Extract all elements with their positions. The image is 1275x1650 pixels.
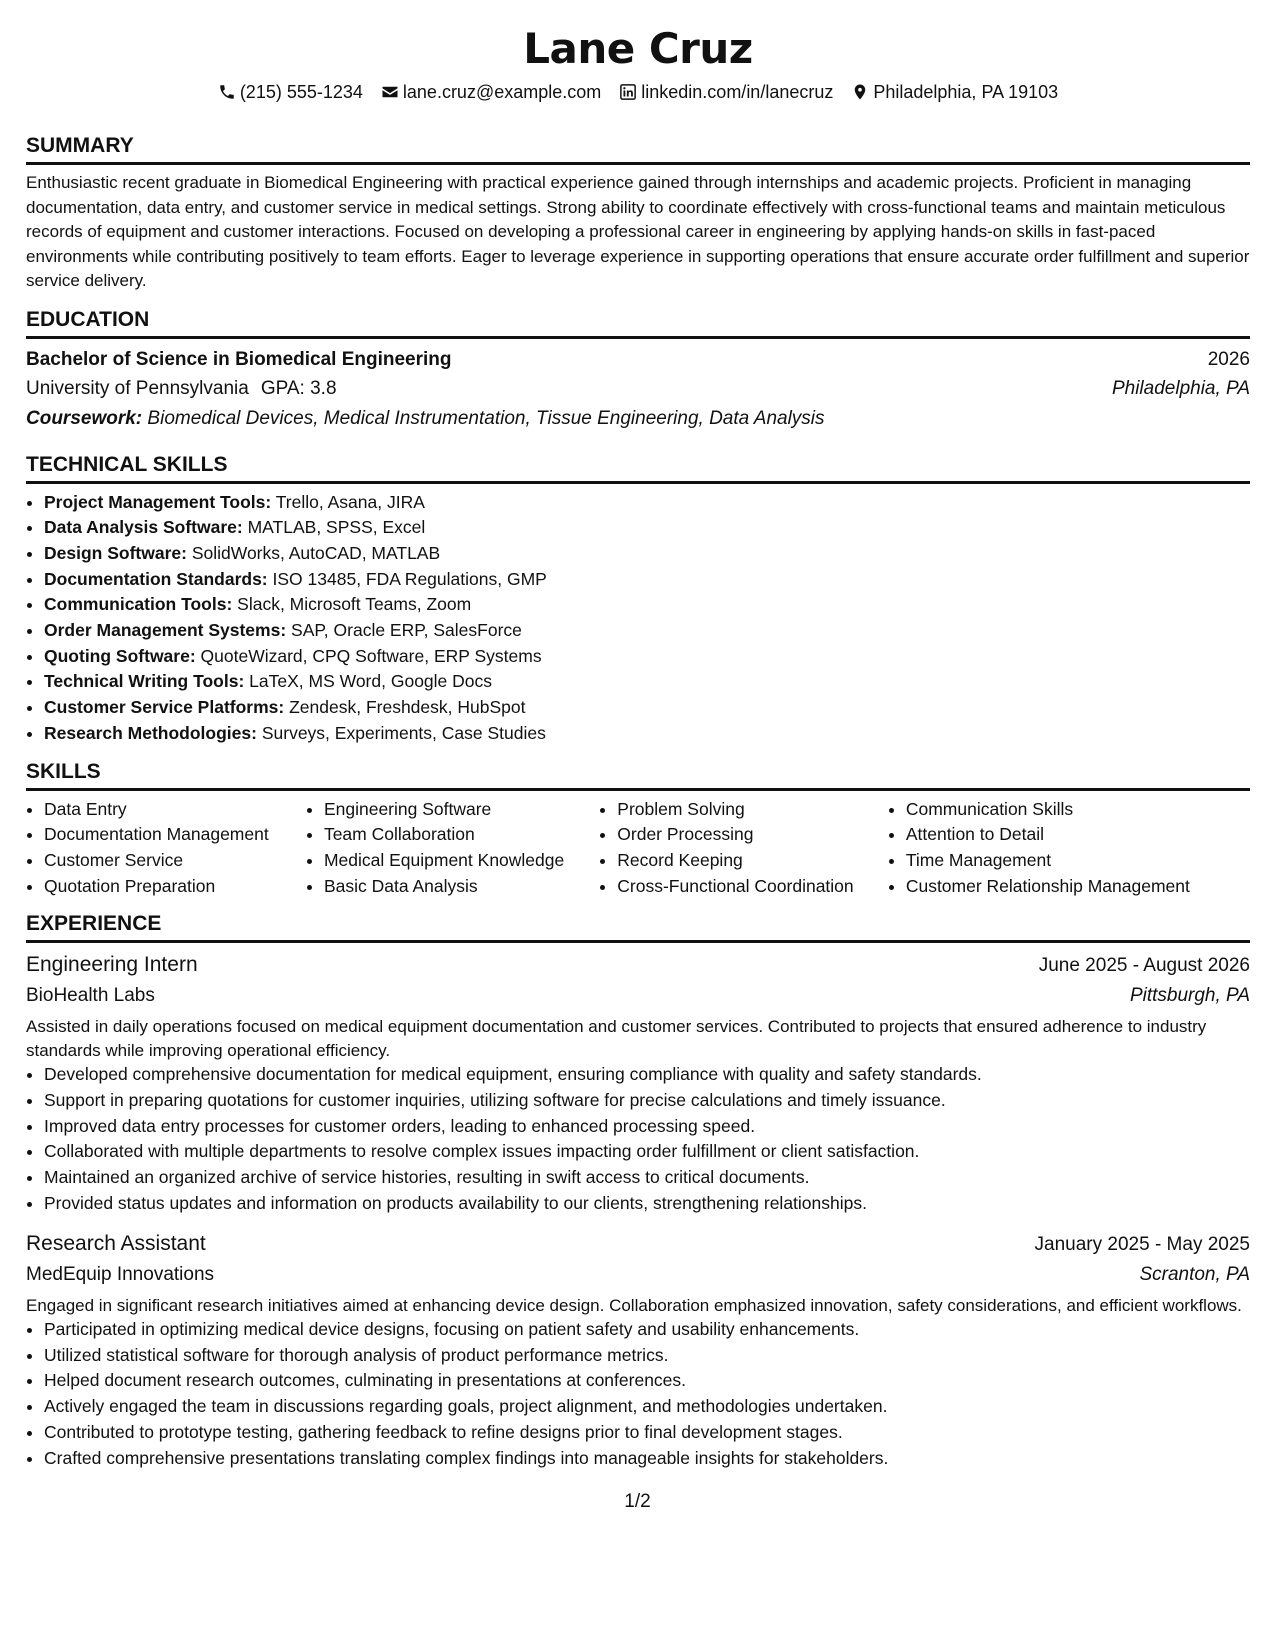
candidate-name: Lane Cruz	[523, 24, 753, 73]
job-title-row	[26, 1228, 1250, 1260]
resume-page	[26, 0, 1250, 1471]
job-description: Assisted in daily operations focused on medical equipment documentation and customer services. Contributed to projects that ensured adherence to industry standards while improving operational efficiency.	[26, 1017, 1207, 1060]
technical-skill-value: SAP, Oracle ERP, SalesForce	[291, 620, 522, 641]
skills-column	[599, 797, 888, 900]
technical-skill-value: Surveys, Experiments, Case Studies	[261, 722, 546, 743]
gpa: GPA: 3.8	[260, 377, 337, 399]
contact-bar	[26, 80, 1250, 104]
technical-skill-item	[44, 695, 1250, 721]
experience-heading: EXPERIENCE	[26, 911, 1250, 943]
envelope-icon	[381, 83, 399, 101]
job-bullet: • Actively engaged the team in discussions regarding goals, project alignment, and methodologies undertaken.	[44, 1394, 1250, 1420]
technical-skill-label: Order Management Systems:	[44, 620, 287, 641]
education-school-row	[26, 374, 1250, 404]
location-text: Philadelphia, PA 19103	[873, 82, 1059, 102]
technical-skill-value: Zendesk, Freshdesk, HubSpot	[289, 697, 526, 718]
skill-item: • Customer Service	[44, 848, 306, 874]
skill-item: • Data Entry	[44, 797, 306, 823]
skill-item: • Communication Skills	[906, 797, 1250, 823]
job-bullet: • Collaborated with multiple departments to resolve complex issues impacting order fulfillment or client satisfaction.	[44, 1139, 1250, 1165]
technical-skill-value: ISO 13485, FDA Regulations, GMP	[272, 568, 547, 589]
coursework-label: Coursework:	[26, 407, 143, 429]
summary-section	[26, 133, 1250, 294]
technical-skill-label: Communication Tools:	[44, 594, 233, 615]
email-link[interactable]: lane.cruz@example.com	[402, 82, 602, 102]
job-bullet: • Crafted comprehensive presentations translating complex findings into manageable insights for stakeholders.	[44, 1446, 1250, 1472]
skills-heading: SKILLS	[26, 759, 1250, 791]
technical-skill-value: Trello, Asana, JIRA	[275, 491, 425, 512]
technical-skill-label: Quoting Software:	[44, 645, 196, 666]
skill-item: • Time Management	[906, 848, 1250, 874]
school-location: Philadelphia, PA	[1111, 377, 1250, 399]
technical-skill-item	[44, 592, 1250, 618]
contact-location	[851, 80, 1058, 104]
phone-text: (215) 555-1234	[239, 82, 363, 102]
technical-skill-value: Slack, Microsoft Teams, Zoom	[237, 594, 472, 615]
skill-item: • Record Keeping	[617, 848, 888, 874]
job-company: BioHealth Labs	[26, 985, 155, 1007]
technical-skill-item	[44, 618, 1250, 644]
skill-item: • Engineering Software	[324, 797, 599, 823]
job-company-row	[26, 1260, 1250, 1290]
job-title: Engineering Intern	[26, 953, 198, 977]
job-company: MedEquip Innovations	[26, 1263, 215, 1285]
job-bullets	[26, 1062, 1250, 1216]
skill-item: • Basic Data Analysis	[324, 874, 599, 900]
technical-skill-item	[44, 490, 1250, 516]
job-bullet: • Provided status updates and information on products availability to our clients, strengthening relationships.	[44, 1191, 1250, 1217]
job-company-row	[26, 981, 1250, 1011]
technical-skill-label: Research Methodologies:	[44, 722, 257, 743]
phone-icon	[218, 83, 236, 101]
experience-section	[26, 911, 1250, 1471]
technical-skill-item	[44, 644, 1250, 670]
job-entry	[26, 949, 1250, 1216]
technical-skill-label: Customer Service Platforms:	[44, 697, 285, 718]
job-bullet: • Support in preparing quotations for customer inquiries, utilizing software for precise calculations and timely issuance.	[44, 1088, 1250, 1114]
map-pin-icon	[851, 83, 869, 101]
job-location: Pittsburgh, PA	[1129, 985, 1250, 1007]
skill-item: • Customer Relationship Management	[906, 874, 1250, 900]
summary-heading: SUMMARY	[26, 133, 1250, 165]
job-entry	[26, 1228, 1250, 1472]
skill-item: • Cross-Functional Coordination	[617, 874, 888, 900]
technical-skill-item	[44, 515, 1250, 541]
contact-email[interactable]	[381, 80, 601, 104]
contact-linkedin[interactable]	[619, 80, 833, 104]
job-dates: January 2025 - May 2025	[1034, 1233, 1250, 1255]
skills-section	[26, 759, 1250, 900]
job-location: Scranton, PA	[1139, 1263, 1250, 1285]
technical-skills-heading: TECHNICAL SKILLS	[26, 452, 1250, 484]
summary-text: Enthusiastic recent graduate in Biomedical Engineering with practical experience gained through internships and academic projects. Proficient in managing documentation, data entry, and customer service in medical settings. Strong ability to coordinate effectively with cross-functional teams and maintain meticulous records of equipment and customer interactions. Focused on developing a professional career in engineering by applying hands-on skills in fast-paced environments while contributing positively to team efforts. Eager to leverage experience in supporting operations that ensure accurate order fulfillment and superior service delivery.	[26, 173, 1250, 290]
education-heading: EDUCATION	[26, 307, 1250, 339]
technical-skill-value: MATLAB, SPSS, Excel	[247, 517, 426, 538]
technical-skill-label: Data Analysis Software:	[44, 517, 243, 538]
skill-item: • Medical Equipment Knowledge	[324, 848, 599, 874]
technical-skill-label: Design Software:	[44, 542, 187, 563]
job-bullet: • Utilized statistical software for thorough analysis of product performance metrics.	[44, 1343, 1250, 1369]
technical-skill-value: QuoteWizard, CPQ Software, ERP Systems	[200, 645, 542, 666]
job-bullet: • Helped document research outcomes, culminating in presentations at conferences.	[44, 1368, 1250, 1394]
job-bullet: • Contributed to prototype testing, gathering feedback to refine designs prior to final development stages.	[44, 1420, 1250, 1446]
linkedin-icon	[619, 83, 637, 101]
education-section	[26, 307, 1250, 434]
technical-skill-label: Project Management Tools:	[44, 491, 272, 512]
skills-grid	[26, 797, 1250, 900]
job-bullet: • Participated in optimizing medical device designs, focusing on patient safety and usability enhancements.	[44, 1317, 1250, 1343]
job-title-row	[26, 949, 1250, 981]
skill-item: • Problem Solving	[617, 797, 888, 823]
skill-item: • Team Collaboration	[324, 822, 599, 848]
skills-column	[306, 797, 599, 900]
skills-column	[26, 797, 306, 900]
job-description: Engaged in significant research initiatives aimed at enhancing device design. Collaboration emphasized innovation, safety considerations, and efficient workflows.	[26, 1295, 1242, 1315]
coursework	[26, 404, 1250, 434]
skill-item: • Documentation Management	[44, 822, 306, 848]
technical-skill-item	[44, 541, 1250, 567]
coursework-list: Biomedical Devices, Medical Instrumentation, Tissue Engineering, Data Analysis	[147, 407, 825, 429]
job-title: Research Assistant	[26, 1231, 206, 1255]
job-bullet: • Improved data entry processes for customer orders, leading to enhanced processing speed.	[44, 1114, 1250, 1140]
education-degree-row	[26, 345, 1250, 374]
job-dates: June 2025 - August 2026	[1038, 955, 1250, 977]
technical-skill-value: SolidWorks, AutoCAD, MATLAB	[191, 542, 441, 563]
skill-item: • Quotation Preparation	[44, 874, 306, 900]
technical-skill-label: Technical Writing Tools:	[44, 671, 245, 692]
skill-item: • Attention to Detail	[906, 822, 1250, 848]
job-bullet: • Developed comprehensive documentation for medical equipment, ensuring compliance with quality and safety standards.	[44, 1062, 1250, 1088]
degree-title: Bachelor of Science in Biomedical Engineering	[26, 348, 452, 370]
technical-skill-value: LaTeX, MS Word, Google Docs	[249, 671, 493, 692]
technical-skills-section	[26, 452, 1250, 747]
skill-item: • Order Processing	[617, 822, 888, 848]
technical-skills-list	[26, 490, 1250, 747]
job-bullets	[26, 1317, 1250, 1471]
graduation-date: 2026	[1207, 348, 1250, 370]
technical-skill-item	[44, 567, 1250, 593]
linkedin-link[interactable]: linkedin.com/in/lanecruz	[641, 82, 834, 102]
school-name: University of Pennsylvania	[26, 377, 249, 399]
skills-column	[888, 797, 1250, 900]
technical-skill-label: Documentation Standards:	[44, 568, 268, 589]
technical-skill-item	[44, 669, 1250, 695]
school-info	[26, 374, 337, 404]
job-bullet: • Maintained an organized archive of service histories, resulting in swift access to critical documents.	[44, 1165, 1250, 1191]
technical-skill-item	[44, 721, 1250, 747]
contact-phone	[218, 80, 363, 104]
experience-list	[26, 949, 1250, 1471]
page-number: 1/2	[624, 1491, 651, 1512]
